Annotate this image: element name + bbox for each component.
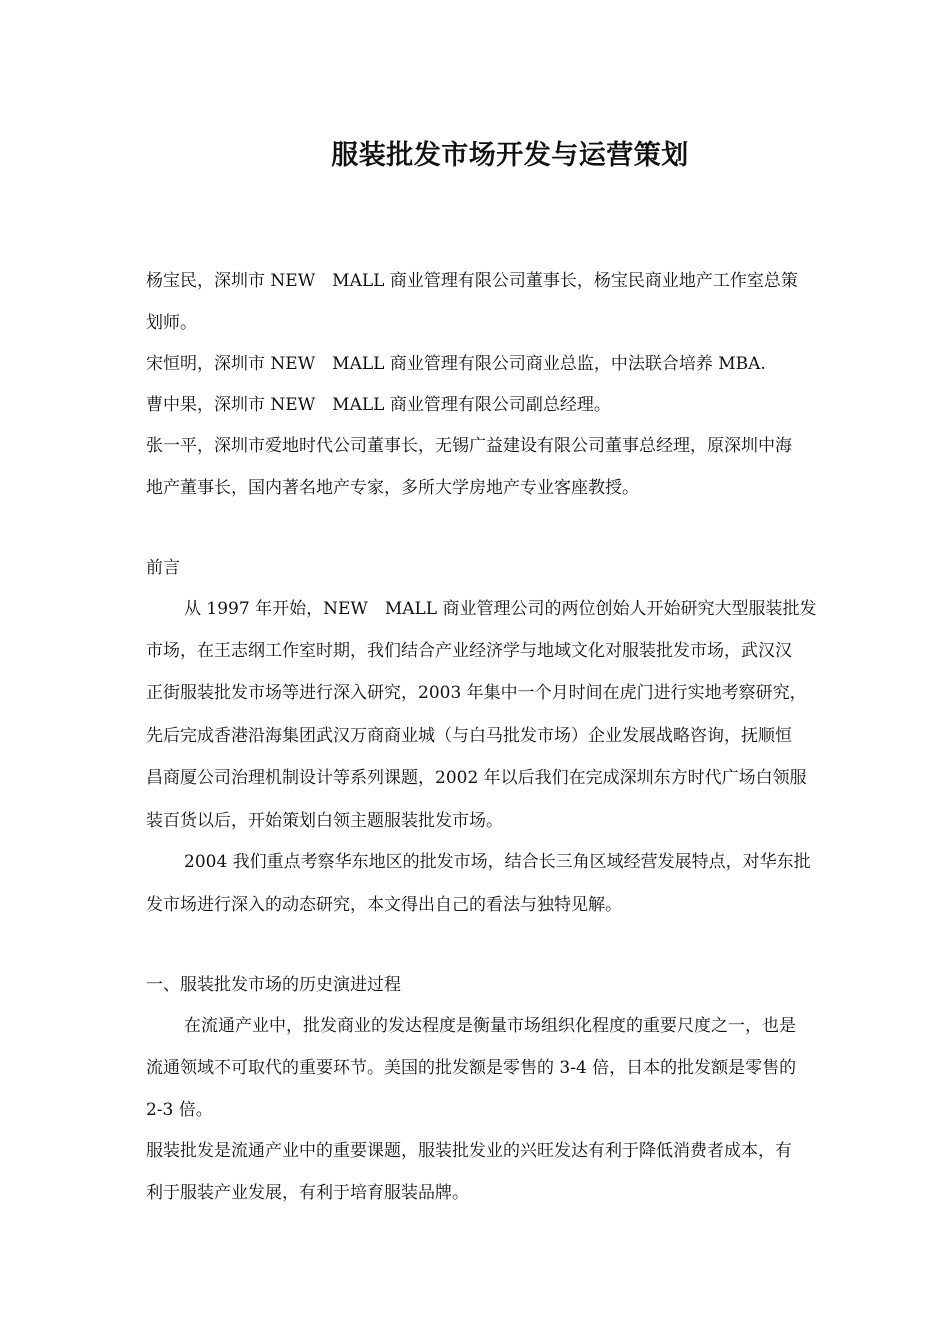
preface-para1-line: 昌商厦公司治理机制设计等系列课题，2002 年以后我们在完成深圳东方时代广场白领服 [146,768,807,788]
preface-para2-line: 2004 我们重点考察华东地区的批发市场，结合长三角区域经营发展特点，对华东批 [184,852,811,872]
section-1-para2-line: 服装批发是流通产业中的重要课题，服装批发业的兴旺发达有利于降低消费者成本，有 [146,1141,792,1161]
preface-para1-line: 从 1997 年开始，NEW MALL 商业管理公司的两位创始人开始研究大型服装批发 [184,599,817,619]
page-title: 服装批发市场开发与运营策划 [331,140,689,171]
author-1-line-1: 杨宝民，深圳市 NEW MALL 商业管理有限公司董事长，杨宝民商业地产工作室总策 [146,271,798,291]
section-1-para1-line: 流通领域不可取代的重要环节。美国的批发额是零售的 3-4 倍，日本的批发额是零售的 [146,1058,797,1078]
preface-para2-line: 发市场进行深入的动态研究，本文得出自己的看法与独特见解。 [146,895,622,915]
author-3-line-1: 曹中果，深圳市 NEW MALL 商业管理有限公司副总经理。 [146,395,611,415]
preface-para1-line: 市场，在王志纲工作室时期，我们结合产业经济学与地域文化对服装批发市场，武汉汉 [146,641,792,661]
preface-heading: 前言 [146,558,180,578]
preface-para1-line: 先后完成香港沿海集团武汉万商商业城（与白马批发市场）企业发展战略咨询，抚顺恒 [146,726,792,746]
author-1-line-2: 划师。 [146,313,197,333]
author-4-line-2: 地产董事长，国内著名地产专家，多所大学房地产专业客座教授。 [146,478,639,498]
section-1-para1-line: 2-3 倍。 [146,1100,213,1120]
preface-para1-line: 正街服装批发市场等进行深入研究，2003 年集中一个月时间在虎门进行实地考察研究， [146,683,807,703]
section-1-para2-line: 利于服装产业发展，有利于培育服装品牌。 [146,1183,469,1203]
section-1-heading: 一、服装批发市场的历史演进过程 [146,975,401,995]
section-1-para1-line: 在流通产业中，批发商业的发达程度是衡量市场组织化程度的重要尺度之一，也是 [184,1016,796,1036]
preface-para1-line: 装百货以后，开始策划白领主题服装批发市场。 [146,811,503,831]
author-2-line-1: 宋恒明，深圳市 NEW MALL 商业管理有限公司商业总监，中法联合培养 MBA. [146,354,766,374]
author-4-line-1: 张一平，深圳市爱地时代公司董事长，无锡广益建设有限公司董事总经理，原深圳中海 [146,436,792,456]
